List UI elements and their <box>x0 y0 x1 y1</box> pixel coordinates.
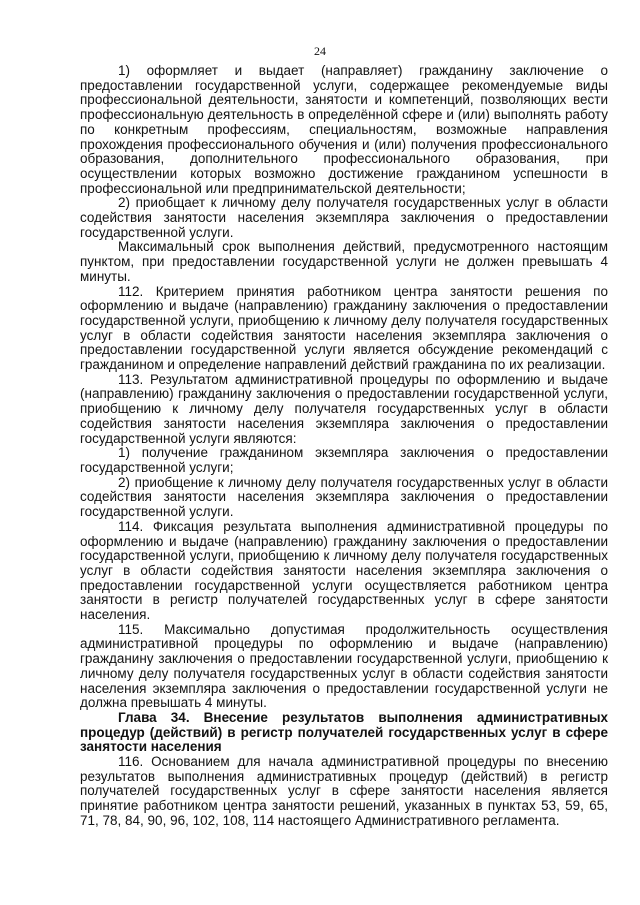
paragraph-113: 113. Результатом административной процедуры по оформлению и выдаче (направлению) гражданину заключения о предоставлении государственной услуги, приобщению к личному делу получателя государственных услуг в области содействия занятости населения экземпляра заключения о предоставлении государственной услуги являются: <box>80 371 608 446</box>
paragraph-112: 112. Критерием принятия работником центра занятости решения по оформлению и выдаче (направлению) гражданину заключения о предоставлении государственной услуги, приобщению к личному делу получателя государственных услуг в области содействия занятости населения экземпляра заключения о предоставлении государственной услуги является обсуждение рекомендаций с гражданином и определение направлений действий гражданина по их реализации. <box>80 283 608 373</box>
paragraph-113-item-2: 2) приобщение к личному делу получателя государственных услуг в области содействия занятости населения экземпляра заключения о предоставлении государственной услуги. <box>80 474 608 520</box>
document-body <box>80 64 608 829</box>
page-number: 24 <box>314 44 326 58</box>
paragraph-115: 115. Максимально допустимая продолжительность осуществления административной процедуры по оформлению и выдаче (направлению) гражданину заключения о предоставлении государственной услуги, приобщению к личному делу получателя государственных услуг в области содействия занятости населения экземпляра заключения о предоставлении государственной услуги не должна превышать 4 минуты. <box>80 621 608 711</box>
paragraph-116: 116. Основанием для начала административной процедуры по внесению результатов выполнения административных процедур (действий) в регистр получателей государственных услуг в сфере занятости населения является принятие работником центра занятости решений, указанных в пунктах 53, 59, 65, 71, 78, 84, 90, 96, 102, 108, 114 настоящего Административного регламента. <box>80 754 608 828</box>
paragraph-item-2-attach-to-file: 2) приобщает к личному делу получателя государственных услуг в области содействия занятости населения экземпляра заключения о предоставлении государственной услуги. <box>80 195 608 240</box>
chapter-heading: Глава 34. Внесение результатов выполнения административных процедур (действий) в регистр получателей государственных услуг в сфере занятости населения <box>80 709 608 755</box>
paragraph-item-1-issue-conclusion: 1) оформляет и выдает (направляет) гражданину заключение о предоставлении государственной услуги, содержащее рекомендуемые виды профессиональной деятельности, занятости и компетенций, позволяющих вести профессиональную деятельность в определённой сфере и (или) выполнять работу по конкретным профессиям, специальностям, возможные направления прохождения профессионального обучения и (или) получения профессионального образования, дополнительного профессионального образования, при осуществлении которых возможно достижение гражданином успешности в профессиональной или предпринимательской деятельности; <box>80 63 608 196</box>
paragraph-113-item-1: 1) получение гражданином экземпляра заключения о предоставлении государственной услуги; <box>80 445 608 475</box>
paragraph-max-duration: Максимальный срок выполнения действий, предусмотренного настоящим пунктом, при предоставлении государственной услуги не должен превышать 4 минуты. <box>80 239 608 284</box>
paragraph-114: 114. Фиксация результата выполнения административной процедуры по оформлению и выдаче (направлению) гражданину заключения о предоставлении государственной услуги, приобщению к личному делу получателя государственных услуг в области содействия занятости населения экземпляра заключения о предоставлении государственной услуги осуществляется работником центра занятости в регистр получателей государственных услуг в сфере занятости населения. <box>80 518 608 623</box>
